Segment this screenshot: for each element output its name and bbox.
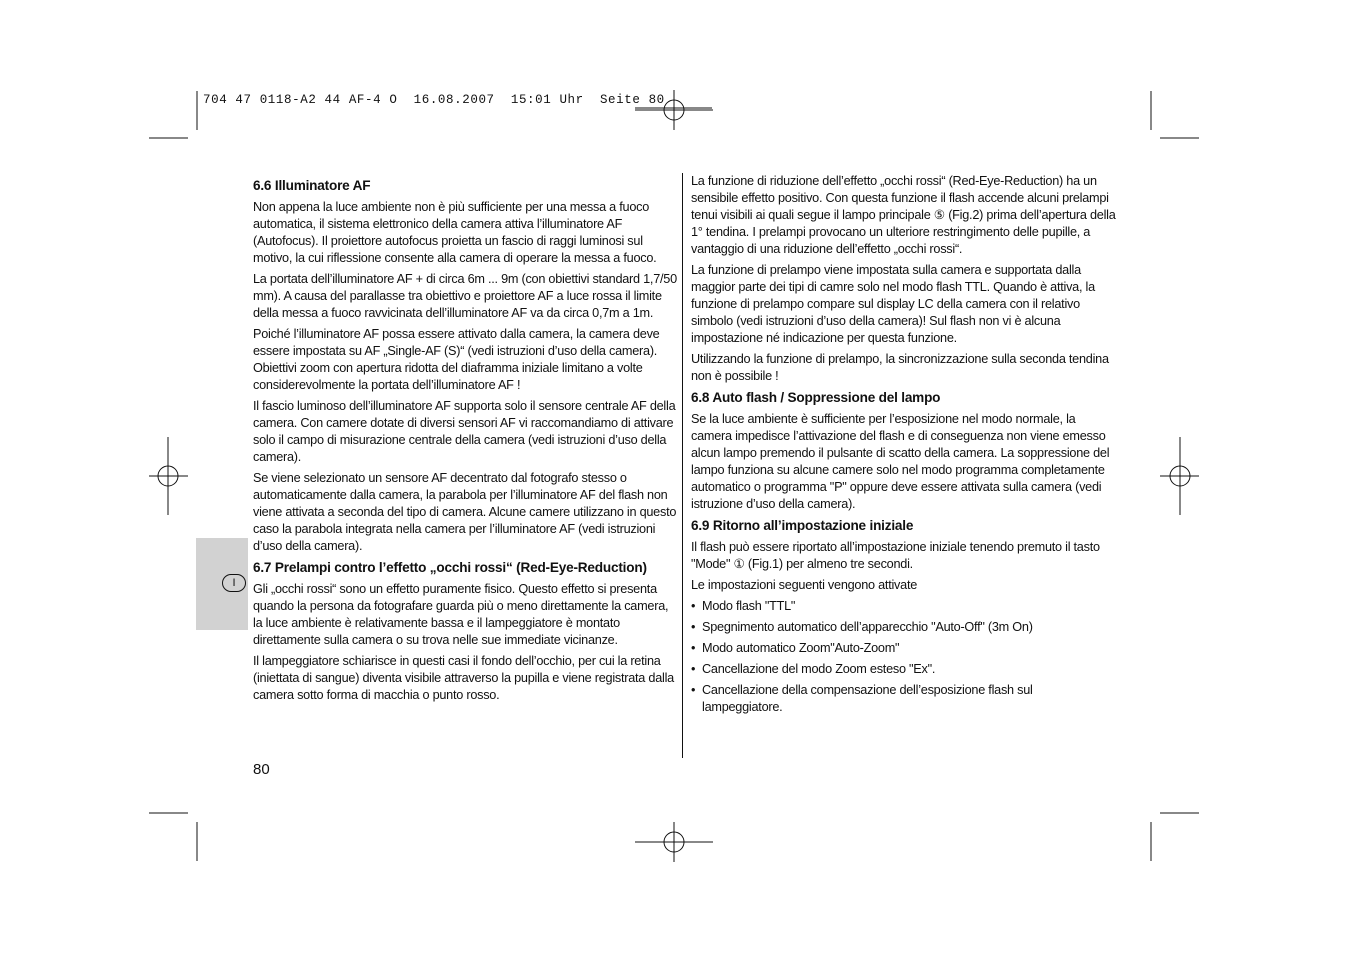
list-item: • Modo automatico Zoom"Auto-Zoom"	[691, 640, 1116, 657]
column-divider	[682, 173, 683, 758]
paragraph: Le impostazioni seguenti vengono attivate	[691, 578, 918, 592]
page-number: 80	[253, 761, 270, 778]
section-heading-6-8: 6.8 Auto flash / Soppressione del lampo	[691, 390, 941, 405]
reset-settings-list	[691, 598, 1116, 716]
paragraph: Se viene selezionato un sensore AF decentrato dal fotografo stesso o automaticamente dalla camera, la parabola per l’illuminatore AF del flash non viene attivata a seconda del tipo di camera. Alcune camere utilizzano in questo caso la parabola integrata nella camera per l’illuminatore AF (vedi istruzioni d’uso della camera).	[253, 471, 677, 553]
language-tab-letter: I	[222, 574, 246, 592]
paragraph: Il lampeggiatore schiarisce in questi casi il fondo dell’occhio, per cui la retina (iniettata di sangue) diventa visibile attraverso la pupilla e viene registrata dalla camera sotto forma di macchia o punto rosso.	[253, 654, 674, 702]
left-column	[253, 173, 678, 708]
registration-mark-bottom	[635, 822, 713, 862]
paragraph: Gli „occhi rossi“ sono un effetto puramente fisico. Questo effetto si presenta quando la persona da fotografare guarda più o meno direttamente la camera, la luce ambiente è relativamente bassa e il lampeggiatore è montato direttamente sulla camera o su trova nelle sue immediate vicinanze.	[253, 582, 669, 647]
registration-mark-left	[149, 437, 188, 515]
right-column	[691, 173, 1116, 720]
list-item: • Cancellazione della compensazione dell’esposizione flash sul lampeggiatore.	[691, 682, 1116, 716]
paragraph: Poiché l’illuminatore AF possa essere attivato dalla camera, la camera deve essere impostata su AF „Single-AF (S)“ (vedi istruzioni d’uso della camera). Obiettivi zoom con apertura ridotta del diaframma iniziale limitano a volte considerevolmente la portata dell’illuminatore AF !	[253, 327, 660, 392]
paragraph: Il fascio luminoso dell’illuminatore AF supporta solo il sensore centrale AF della camera. Con camere dotate di diversi sensori AF vi raccomandiamo di attivare solo il campo di misurazione centrale della camera (vedi istruzioni d’uso della camera).	[253, 399, 676, 464]
section-heading-6-9: 6.9 Ritorno all’impostazione iniziale	[691, 518, 914, 533]
section-heading-6-6: 6.6 Illuminatore AF	[253, 178, 371, 193]
paragraph: Non appena la luce ambiente non è più sufficiente per una messa a fuoco automatica, il sistema elettronico della camera attiva l’illuminatore AF (Autofocus). Il proiettore autofocus proietta un fascio di raggi luminosi sul motivo, la cui riflessione consente alla camera di operare la messa a fuoco.	[253, 200, 657, 265]
paragraph: Il flash può essere riportato all’impostazione iniziale tenendo premuto il tasto "Mode" ① (Fig.1) per almeno tre secondi.	[691, 540, 1100, 571]
paragraph: Utilizzando la funzione di prelampo, la sincronizzazione sulla seconda tendina non è possibile !	[691, 352, 1109, 383]
list-item: • Modo flash "TTL"	[691, 598, 1116, 615]
print-slug: 704 47 0118-A2 44 AF-4 O 16.08.2007 15:01 Uhr Seite 80	[203, 93, 665, 107]
paragraph: Se la luce ambiente è sufficiente per l’esposizione nel modo normale, la camera impedisce l’attivazione del flash e di conseguenza non viene emesso alcun lampo premendo il pulsante di scatto della camera. La soppressione del lampo funziona su alcune camere solo nel modo programma completamente automatico o programma "P" oppure deve essere attivata sulla camera (vedi istruzione d’uso della camera).	[691, 412, 1110, 511]
paragraph: La funzione di riduzione dell’effetto „occhi rossi“ (Red-Eye-Reduction) ha un sensibile effetto positivo. Con questa funzione il flash accende alcuni prelampi tenui visibili ai quali segue il lampo principale ⑤ (Fig.2) prima dell’apertura della 1° tendina. I prelampi provocano un ulteriore restringimento delle pupille, a vantaggio di una riduzione dell’effetto „occhi rossi“.	[691, 174, 1116, 256]
list-item: • Cancellazione del modo Zoom esteso "Ex".	[691, 661, 1116, 678]
section-heading-6-7: 6.7 Prelampi contro l’effetto „occhi rossi“ (Red-Eye-Reduction)	[253, 560, 647, 575]
list-item: • Spegnimento automatico dell’apparecchio "Auto-Off" (3m On)	[691, 619, 1116, 636]
paragraph: La funzione di prelampo viene impostata sulla camera e supportata dalla maggior parte dei tipi di camre solo nel modo flash TTL. Quando è attiva, la funzione di prelampo compare sul display LC della camera con il relativo simbolo (vedi istruzioni d’uso della camera)! Sul flash non vi è alcuna impostazione né indicazione per questa funzione.	[691, 263, 1095, 345]
registration-mark-right	[1160, 437, 1199, 515]
paragraph: La portata dell’illuminatore AF + di circa 6m ... 9m (con obiettivi standard 1,7/50 mm). A causa del parallasse tra obiettivo e proiettore AF a luce rossa il limite della messa a fuoco ravvicinata dell’illuminatore AF va da circa 0,7m a 1m.	[253, 272, 677, 320]
